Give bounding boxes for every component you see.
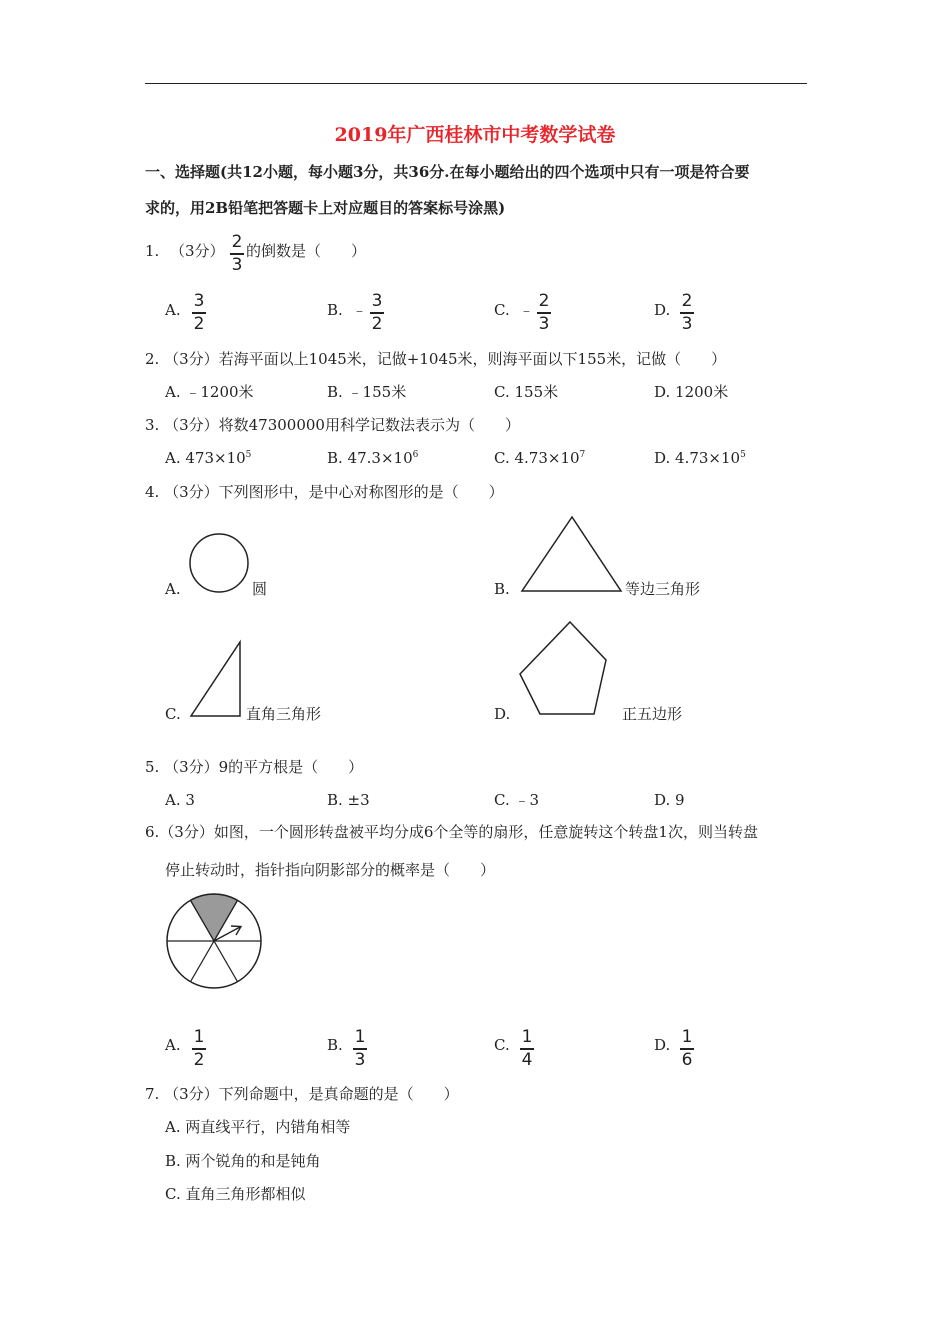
q4-option-c-label: C. bbox=[165, 705, 181, 723]
q2-option-d: D. 1200米 bbox=[654, 383, 729, 401]
q5-option-d: D. 9 bbox=[654, 791, 685, 809]
section-heading-line1: 一、选择题(共12小题，每小题3分，共36分.在每小题给出的四个选项中只有一项是符合要 bbox=[145, 163, 750, 181]
q1-option-c-label: C. bbox=[494, 301, 510, 319]
page-title: 2019年广西桂林市中考数学试卷 bbox=[334, 124, 616, 146]
q1-option-a-denominator: 2 bbox=[193, 313, 205, 334]
q3-option-c-base: C. 4.73×10 bbox=[494, 449, 580, 467]
q3-option-c bbox=[494, 451, 585, 466]
q3-option-b-exponent: 6 bbox=[412, 450, 419, 460]
q5-stem: 5. （3分）9的平方根是（ ） bbox=[145, 758, 364, 776]
q6-option-a-numerator: 1 bbox=[193, 1027, 205, 1047]
q6-option-b-label: B. bbox=[327, 1036, 343, 1054]
q6-option-a-denominator: 2 bbox=[193, 1049, 205, 1070]
q1-option-b-fraction bbox=[370, 293, 384, 333]
q3-stem: 3. （3分）将数47300000用科学记数法表示为（ ） bbox=[145, 416, 520, 434]
q4-stem: 4. （3分）下列图形中，是中心对称图形的是（ ） bbox=[145, 483, 504, 501]
q1-option-d-denominator: 3 bbox=[681, 313, 693, 334]
q6-option-c-numerator: 1 bbox=[521, 1027, 533, 1047]
q6-option-b-numerator: 1 bbox=[354, 1027, 366, 1047]
q3-option-a-exponent: 5 bbox=[245, 450, 252, 460]
q6-option-d-fraction bbox=[680, 1029, 694, 1069]
q6-stem-line1: 6.（3分）如图，一个圆形转盘被平均分成6个全等的扇形，任意旋转这个转盘1次，则当转盘 bbox=[145, 823, 758, 841]
q5-option-c: C. ﹣3 bbox=[494, 791, 540, 809]
q2-option-b: B. ﹣155米 bbox=[327, 383, 407, 401]
q1-number: 1. bbox=[145, 242, 160, 260]
q3-option-b bbox=[327, 451, 418, 466]
q7-stem: 7. （3分）下列命题中，是真命题的是（ ） bbox=[145, 1085, 459, 1103]
q6-option-b-denominator: 3 bbox=[354, 1049, 366, 1070]
q1-option-b-sign: ﹣ bbox=[352, 301, 368, 319]
q6-stem-line2: 停止转动时，指针指向阴影部分的概率是（ ） bbox=[165, 861, 496, 879]
q1-option-c-sign: ﹣ bbox=[519, 301, 535, 319]
q1-option-d-numerator: 2 bbox=[681, 291, 693, 311]
right-triangle-figure bbox=[188, 640, 244, 720]
q4-option-b-label: B. bbox=[494, 580, 510, 598]
q4-option-b-caption: 等边三角形 bbox=[625, 580, 701, 598]
q6-option-c-denominator: 4 bbox=[521, 1049, 533, 1070]
q3-option-a bbox=[165, 451, 251, 466]
q4-option-d-label: D. bbox=[494, 705, 511, 723]
equilateral-triangle-figure bbox=[520, 515, 624, 595]
q1-option-c-numerator: 2 bbox=[538, 291, 550, 311]
spinner-wheel-figure bbox=[164, 891, 264, 991]
regular-pentagon-figure bbox=[516, 620, 608, 720]
q7-option-c: C. 直角三角形都相似 bbox=[165, 1185, 306, 1203]
q6-option-a-label: A. bbox=[165, 1036, 181, 1054]
q6-option-d-denominator: 6 bbox=[681, 1049, 693, 1070]
q5-option-b: B. ±3 bbox=[327, 791, 370, 809]
q6-option-d-label: D. bbox=[654, 1036, 671, 1054]
q2-option-a: A. ﹣1200米 bbox=[165, 383, 254, 401]
q4-option-c-caption: 直角三角形 bbox=[246, 705, 322, 723]
q1-denominator: 3 bbox=[231, 254, 243, 275]
q6-option-c-fraction bbox=[520, 1029, 534, 1069]
q1-option-b-denominator: 2 bbox=[371, 313, 383, 334]
q3-option-a-base: A. 473×10 bbox=[165, 449, 246, 467]
q1-option-b-label: B. bbox=[327, 301, 343, 319]
q1-option-b-numerator: 3 bbox=[371, 291, 383, 311]
q6-option-a-fraction bbox=[192, 1029, 206, 1069]
q1-option-d-fraction bbox=[680, 293, 694, 333]
q6-option-c-label: C. bbox=[494, 1036, 510, 1054]
header-rule bbox=[145, 83, 807, 84]
q3-option-d-base: D. 4.73×10 bbox=[654, 449, 741, 467]
q1-option-a-numerator: 3 bbox=[193, 291, 205, 311]
q4-option-a-label: A. bbox=[165, 580, 181, 598]
q1-option-c-fraction bbox=[537, 293, 551, 333]
q5-option-a: A. 3 bbox=[165, 791, 195, 809]
q3-option-d-exponent: 5 bbox=[740, 450, 746, 460]
q1-score: （3分） bbox=[170, 242, 225, 260]
section-heading-line2: 求的，用2B铅笔把答题卡上对应题目的答案标号涂黑) bbox=[145, 199, 506, 217]
q7-option-b: B. 两个锐角的和是钝角 bbox=[165, 1152, 321, 1170]
q6-option-b-fraction bbox=[353, 1029, 367, 1069]
q7-option-a: A. 两直线平行，内错角相等 bbox=[165, 1118, 351, 1136]
q3-option-d bbox=[654, 451, 746, 466]
q1-numerator: 2 bbox=[231, 232, 243, 252]
q3-option-b-base: B. 47.3×10 bbox=[327, 449, 413, 467]
q4-option-a-caption: 圆 bbox=[252, 580, 268, 598]
q1-fraction bbox=[230, 234, 244, 274]
q6-option-d-numerator: 1 bbox=[681, 1027, 693, 1047]
q3-option-c-exponent: 7 bbox=[579, 450, 586, 460]
q2-stem: 2. （3分）若海平面以上1045米，记做+1045米，则海平面以下155米，记做（ ） bbox=[145, 350, 727, 368]
q2-option-c: C. 155米 bbox=[494, 383, 559, 401]
q1-stem-text: 的倒数是（ ） bbox=[246, 242, 367, 260]
q4-option-d-caption: 正五边形 bbox=[622, 705, 683, 723]
q1-option-c-denominator: 3 bbox=[538, 313, 550, 334]
q1-option-d-label: D. bbox=[654, 301, 671, 319]
circle-figure bbox=[188, 532, 250, 594]
q1-option-a-fraction bbox=[192, 293, 206, 333]
q1-option-a-label: A. bbox=[165, 301, 181, 319]
